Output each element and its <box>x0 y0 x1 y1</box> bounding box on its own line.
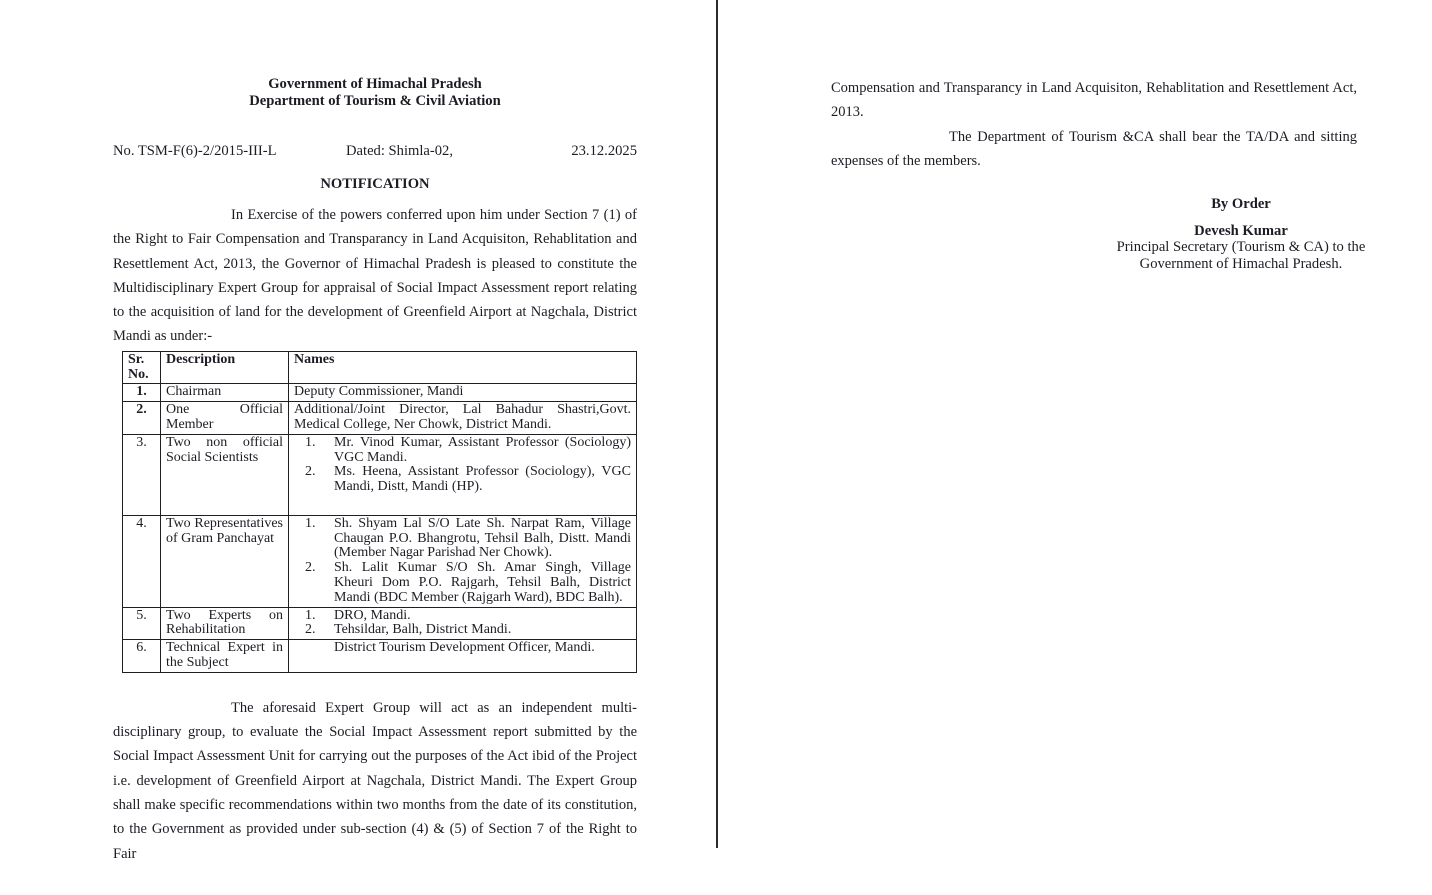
reference-number: No. TSM-F(6)-2/2015-III-L <box>113 143 277 159</box>
notification-title: NOTIFICATION <box>320 176 430 192</box>
column-header-sr-no: Sr. No. <box>123 351 161 384</box>
description-cell: Two Representatives of Gram Panchayat <box>161 515 289 607</box>
signatory-title-line2: Government of Himachal Pradesh. <box>1139 255 1343 272</box>
signatory-name: Devesh Kumar <box>1194 222 1288 239</box>
page-divider <box>716 0 718 848</box>
reference-row <box>113 143 637 165</box>
names-list-item <box>294 609 631 624</box>
names-cell: Additional/Joint Director, Lal Bahadur Shastri,Govt. Medical College, Ner Chowk, District Mandi. <box>289 402 637 435</box>
table-row <box>123 607 637 640</box>
sr-no-cell: 3. <box>123 434 161 515</box>
document-page-right <box>831 76 1366 272</box>
list-item-number: 2. <box>305 622 316 638</box>
table-row <box>123 640 637 673</box>
header-dept-line: Department of Tourism & Civil Aviation <box>249 92 501 109</box>
list-item-text: Tehsildar, Balh, District Mandi. <box>334 622 512 638</box>
list-item-number: 2. <box>305 560 316 576</box>
signatory-title-line1: Principal Secretary (Tourism & CA) to the <box>1116 239 1366 256</box>
signature-block <box>1115 196 1367 272</box>
list-item-number: 2. <box>305 464 316 480</box>
description-cell: Chairman <box>161 384 289 402</box>
document-header <box>113 76 637 109</box>
table-row <box>123 515 637 607</box>
table-row <box>123 434 637 515</box>
column-header-description: Description <box>161 351 289 384</box>
header-govt-line: Government of Himachal Pradesh <box>268 76 482 92</box>
list-item-text: Sh. Lalit Kumar S/O Sh. Amar Singh, Village Kheuri Dom P.O. Rajgarh, Tehsil Balh, District Mandi (BDC Member (Rajgarh Ward), BDC Balh). <box>334 560 631 605</box>
description-cell: Two non official Social Scientists <box>161 434 289 515</box>
names-cell <box>289 607 637 640</box>
committee-table <box>122 351 637 673</box>
list-item-text: Ms. Heena, Assistant Professor (Sociology), VGC Mandi, Distt, Mandi (HP). <box>334 464 631 495</box>
reference-place: Dated: Shimla-02, <box>346 143 454 159</box>
names-cell: Deputy Commissioner, Mandi <box>289 384 637 402</box>
description-cell: One Official Member <box>161 402 289 435</box>
table-row <box>123 384 637 402</box>
list-item-number: 1. <box>305 607 316 623</box>
list-item-text: Sh. Shyam Lal S/O Late Sh. Narpat Ram, Village Chaugan P.O. Bhangrotu, Tehsil Balh, Distt. Mandi (Member Nagar Parishad Ner Chowk). <box>334 515 631 561</box>
sr-no-cell: 4. <box>123 515 161 607</box>
names-cell <box>289 515 637 607</box>
by-order-label: By Order <box>1211 196 1271 213</box>
document-page-left <box>113 76 637 866</box>
list-item-number: 1. <box>305 515 316 531</box>
reference-date: 23.12.2025 <box>571 143 637 159</box>
names-list-item <box>294 465 631 495</box>
list-item-text: DRO, Mandi. <box>334 607 411 623</box>
table-body <box>123 384 637 672</box>
list-item-text: Mr. Vinod Kumar, Assistant Professor (Sociology) VGC Mandi. <box>334 434 631 465</box>
closing-paragraph: The aforesaid Expert Group will act as an independent multi-disciplinary group, to evaluate the Social Impact Assessment report submitted by the Social Impact Assessment Unit for carrying out the purposes of the Act ibid of the Project i.e. development of Greenfield Airport at Nagchala, District Mandi. The Expert Group shall make specific recommendations within two months from the date of its constitution, to the Government as provided under sub-section (4) & (5) of Section 7 of the Right to Fair <box>113 699 637 862</box>
sr-no-cell: 2. <box>123 402 161 435</box>
description-cell: Technical Expert in the Subject <box>161 640 289 673</box>
table-row <box>123 402 637 435</box>
table-header-row <box>123 351 637 384</box>
intro-paragraph: In Exercise of the powers conferred upon him under Section 7 (1) of the Right to Fair Compensation and Transparancy in Land Acquisiton, Rehablitation and Resettlement Act, 2013, the Governor of Himachal Pradesh is pleased to constitute the Multidisciplinary Expert Group for appraisal of Social Impact Assessment report relating to the acquisition of land for the development of Greenfield Airport at Nagchala, District Mandi as under:- <box>113 207 637 345</box>
expenses-paragraph: The Department of Tourism &CA shall bear the TA/DA and sitting expenses of the members. <box>831 128 1357 169</box>
sr-no-cell: 5. <box>123 607 161 640</box>
column-header-names: Names <box>289 351 637 384</box>
table-header <box>123 351 637 384</box>
names-list-item <box>294 561 631 605</box>
sr-no-cell: 6. <box>123 640 161 673</box>
names-list-item <box>294 623 631 638</box>
continuation-paragraph: Compensation and Transparancy in Land Acquisiton, Rehablitation and Resettlement Act, 2013. <box>831 80 1357 121</box>
sr-no-cell: 1. <box>123 384 161 402</box>
names-cell: District Tourism Development Officer, Mandi. <box>289 640 637 673</box>
description-cell: Two Experts on Rehabilitation <box>161 607 289 640</box>
list-item-number: 1. <box>305 434 316 450</box>
names-cell <box>289 434 637 515</box>
names-list-item <box>294 517 631 561</box>
names-list-item <box>294 436 631 466</box>
